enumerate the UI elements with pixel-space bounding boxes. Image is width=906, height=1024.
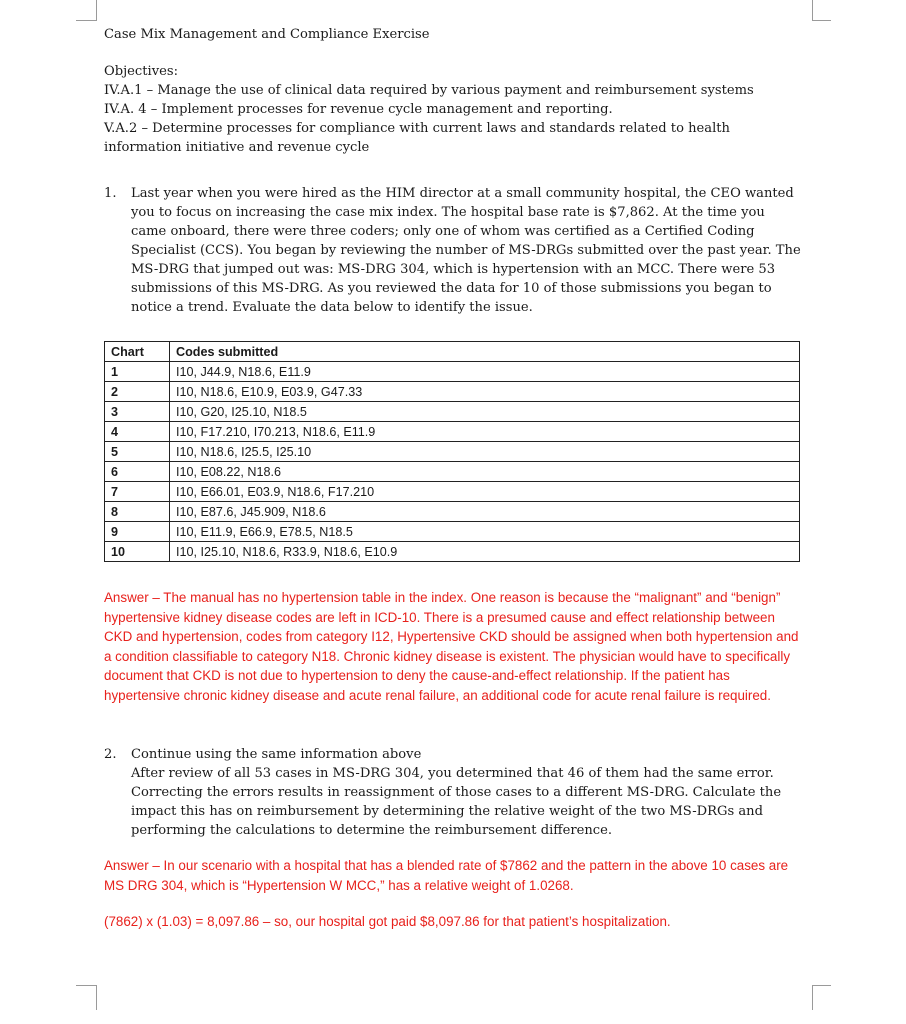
question-number: 2.	[104, 747, 117, 762]
codes-submitted: I10, E66.01, E03.9, N18.6, F17.210	[170, 482, 800, 502]
codes-submitted: I10, N18.6, E10.9, E03.9, G47.33	[170, 382, 800, 402]
answer-calculation: (7862) x (1.03) = 8,097.86 – so, our hospital got paid $8,097.86 for that patient’s hospitalization.	[104, 914, 671, 929]
objective-item: IV.A. 4 – Implement processes for revenue cycle management and reporting.	[104, 102, 613, 117]
chart-number: 9	[105, 522, 170, 542]
table-row	[105, 402, 800, 422]
question-lead: Continue using the same information above	[131, 747, 422, 762]
crop-mark-bottom-left	[76, 985, 97, 1010]
codes-submitted: I10, E08.22, N18.6	[170, 462, 800, 482]
codes-submitted: I10, E11.9, E66.9, E78.5, N18.5	[170, 522, 800, 542]
chart-number: 1	[105, 362, 170, 382]
codes-table	[104, 341, 800, 562]
document-title: Case Mix Management and Compliance Exercise	[104, 27, 430, 42]
table-row	[105, 422, 800, 442]
question-2	[104, 745, 804, 840]
crop-mark-bottom-right	[812, 985, 831, 1010]
column-header-chart: Chart	[105, 342, 170, 362]
table-row	[105, 362, 800, 382]
question-1	[104, 184, 804, 317]
objectives-heading: Objectives:	[104, 64, 178, 79]
table-row	[105, 442, 800, 462]
table-row	[105, 382, 800, 402]
document-page	[104, 25, 804, 932]
question-number: 1.	[104, 186, 117, 201]
codes-submitted: I10, E87.6, J45.909, N18.6	[170, 502, 800, 522]
chart-number: 10	[105, 542, 170, 562]
table-row	[105, 462, 800, 482]
chart-number: 6	[105, 462, 170, 482]
chart-number: 4	[105, 422, 170, 442]
table-row	[105, 542, 800, 562]
table-row	[105, 482, 800, 502]
codes-submitted: I10, N18.6, I25.5, I25.10	[170, 442, 800, 462]
table-row	[105, 502, 800, 522]
answer-1: Answer – The manual has no hypertension table in the index. One reason is because the “malignant” and “benign” hypertensive kidney disease codes are left in ICD-10. There is a presumed cause and effect relationship between CKD and hypertension, codes from category I12, Hypertensive CKD should be assigned when both hypertension and a condition classifiable to category N18. Chronic kidney disease is existent. The physician would have to specifically document that CKD is not due to hypertension to deny the cause-and-effect relationship. If the patient has hypertensive chronic kidney disease and acute renal failure, an additional code for acute renal failure is required.	[104, 590, 799, 703]
chart-number: 8	[105, 502, 170, 522]
codes-submitted: I10, G20, I25.10, N18.5	[170, 402, 800, 422]
crop-mark-top-right	[812, 0, 831, 21]
answer-2: Answer – In our scenario with a hospital that has a blended rate of $7862 and the pattern in the above 10 cases are MS DRG 304, which is “Hypertension W MCC,” has a relative weight of 1.0268.	[104, 858, 789, 893]
codes-submitted: I10, F17.210, I70.213, N18.6, E11.9	[170, 422, 800, 442]
column-header-codes: Codes submitted	[170, 342, 800, 362]
question-text: Last year when you were hired as the HIM director at a small community hospital, the CEO wanted you to focus on increasing the case mix index. The hospital base rate is $7,862. At the time you came onboard, there were three coders; only one of whom was certified as a Certified Coding Specialist (CCS). You began by reviewing the number of MS-DRGs submitted over the past year. The MS-DRG that jumped out was: MS-DRG 304, which is hypertension with an MCC. There were 53 submissions of this MS-DRG. As you reviewed the data for 10 of those submissions you began to notice a trend. Evaluate the data below to identify the issue.	[131, 186, 801, 315]
objective-item: V.A.2 – Determine processes for compliance with current laws and standards related to health information initiative and revenue cycle	[104, 121, 730, 155]
codes-submitted: I10, J44.9, N18.6, E11.9	[170, 362, 800, 382]
chart-number: 3	[105, 402, 170, 422]
chart-number: 7	[105, 482, 170, 502]
codes-submitted: I10, I25.10, N18.6, R33.9, N18.6, E10.9	[170, 542, 800, 562]
objectives-section	[104, 62, 804, 157]
table-header-row	[105, 342, 800, 362]
crop-mark-top-left	[76, 0, 97, 21]
objective-item: IV.A.1 – Manage the use of clinical data required by various payment and reimbursement systems	[104, 83, 754, 98]
table-row	[105, 522, 800, 542]
chart-number: 5	[105, 442, 170, 462]
question-text: After review of all 53 cases in MS-DRG 304, you determined that 46 of them had the same error. Correcting the errors results in reassignment of those cases to a different MS-DRG. Calculate the impact this has on reimbursement by determining the relative weight of the two MS-DRGs and performing the calculations to determine the reimbursement difference.	[131, 766, 782, 838]
chart-number: 2	[105, 382, 170, 402]
